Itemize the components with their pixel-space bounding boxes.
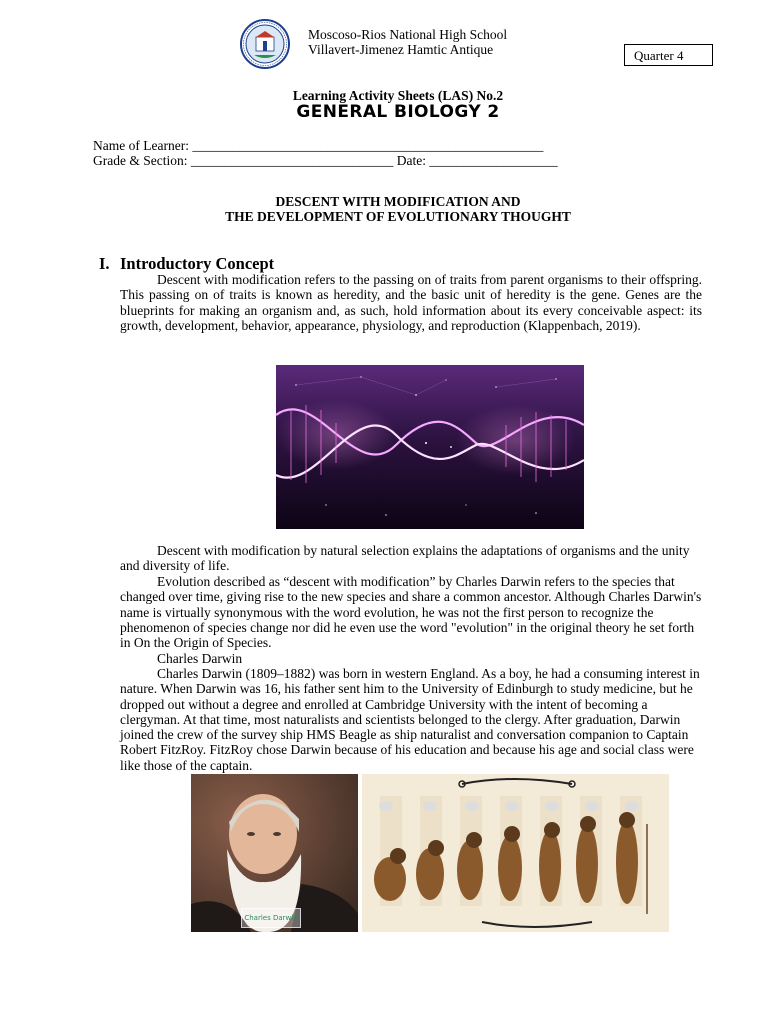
subject-title: GENERAL BIOLOGY 2	[296, 102, 500, 122]
topic-heading-line2: THE DEVELOPMENT OF EVOLUTIONARY THOUGHT	[225, 209, 571, 224]
human-evolution-image	[362, 774, 669, 932]
quarter-label: Quarter 4	[624, 44, 713, 66]
grade-section-date-field: Grade & Section: ______________________________ Date: ___________________	[93, 153, 558, 168]
section-number: I.	[99, 254, 110, 273]
darwin-photo-caption: Charles Darwin	[241, 908, 301, 928]
las-title: Learning Activity Sheets (LAS) No.2	[292, 88, 504, 103]
paragraph-natural-selection: Descent with modification by natural selection explains the adaptations of organisms and the unity and diversity of life.	[120, 543, 690, 574]
school-logo	[240, 19, 290, 69]
learner-name-field: Name of Learner: ____________________________________________________	[93, 138, 544, 153]
charles-darwin-photo	[191, 774, 358, 932]
school-name: Moscoso-Rios National High School	[308, 27, 508, 42]
school-address: Villavert-Jimenez Hamtic Antique	[308, 42, 494, 57]
darwin-subheading: Charles Darwin	[157, 651, 243, 666]
paragraph-evolution-definition: Evolution described as “descent with modification” by Charles Darwin refers to the species that changed over time, giving rise to the new species and share a common ancestor. Although Charles Darwin's name is virtually synonymous with the word evolution, he was not the first person to recognize the phenomenon of species change nor did he even use the word "evolution" in the original theory he set forth in On the Origin of Species.	[120, 574, 702, 651]
section-title: Introductory Concept	[120, 254, 275, 273]
topic-heading-line1: DESCENT WITH MODIFICATION AND	[275, 194, 521, 209]
intro-paragraph: Descent with modification refers to the passing on of traits from parent organisms to their offspring. This passing on of traits is known as heredity, and the basic unit of heredity is the gene. Genes are the blueprints for making an organism and, as such, hold information about its every conceivable aspect: its growth, development, behavior, appearance, physiology, and reproduction (Klappenbach, 2019).	[120, 272, 702, 333]
dna-helix-image	[276, 365, 584, 529]
paragraph-darwin-biography: Charles Darwin (1809–1882) was born in western England. As a boy, he had a consuming interest in nature. When Darwin was 16, his father sent him to the University of Edinburgh to study medicine, but he dropped out without a degree and enrolled at Cambridge University with the intent of becoming a clergyman. At that time, most naturalists and scientists belonged to the clergy. After graduation, Darwin joined the crew of the survey ship HMS Beagle as ship naturalist and conversation companion to Captain Robert FitzRoy. FitzRoy chose Darwin because of his education and because his age and social class were like those of the captain.	[120, 666, 700, 773]
